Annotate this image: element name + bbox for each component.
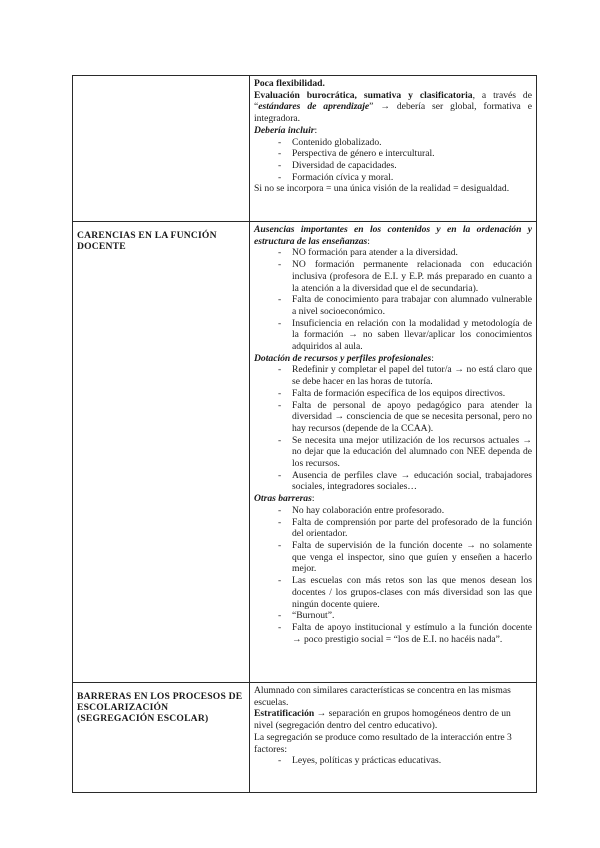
interaction-paragraph: La segregación se produce como resultado de la interacción entre 3 factores: <box>254 731 512 755</box>
content-table <box>72 75 537 793</box>
evaluation-bold: Evaluación burocrática, sumativa y clasificatoria <box>254 89 473 101</box>
section-title-text: Otras barreras <box>254 493 312 505</box>
list-item: - Insuficiencia en relación con la modalidad y metodología de la formación → no saben llevar/aplicar los conocimientos adquiridos al aula. <box>278 318 532 353</box>
list-item: - No hay colaboración entre profesorado. <box>278 505 532 517</box>
list-item: - Se necesita una mejor utilización de los recursos actuales → no dejar que la educación del alumnado con NEE dependa de los recursos. <box>278 435 532 470</box>
row-content <box>250 76 537 222</box>
section-title <box>254 353 532 365</box>
section-title <box>254 224 532 247</box>
section-title <box>254 493 532 505</box>
evaluation-standards: estándares de aprendizaje <box>258 101 370 113</box>
list-item: - Diversidad de capacidades. <box>278 160 532 172</box>
section-title-text: Dotación de recursos y perfiles profesionales <box>254 352 432 364</box>
colon: : <box>367 235 370 247</box>
section-list <box>254 247 532 352</box>
intro-paragraph: Alumnado con similares características se concentra en las mismas escuelas. <box>254 685 511 708</box>
row-content <box>250 222 537 683</box>
section-list <box>254 505 532 645</box>
list-item: - Falta de conocimiento para trabajar con alumnado vulnerable a nivel socioeconómico. <box>278 294 532 317</box>
list-item: - Leyes, políticas y prácticas educativas. <box>278 755 532 767</box>
colon: : <box>431 352 434 364</box>
list-item: - Falta de apoyo institucional y estímulo a la función docente → poco prestigio social = “los de E.I. no hacéis nada”. <box>278 622 532 645</box>
list-item: - Formación cívica y moral. <box>278 172 532 184</box>
list-item: - NO formación para atender a la diversidad. <box>278 247 532 259</box>
stratification-paragraph <box>254 708 532 731</box>
table-row <box>73 683 537 793</box>
factors-list <box>254 755 532 767</box>
list-item: - “Burnout”. <box>278 610 532 622</box>
list-item: - Contenido globalizado. <box>278 137 532 149</box>
stratification-text: → separación en grupos homogéneos dentro de un nivel (segregación dentro del centro educativo). <box>254 708 511 732</box>
row-label-empty <box>73 76 250 222</box>
table-row <box>73 76 537 222</box>
evaluation-paragraph <box>254 90 532 125</box>
section-title-text: Ausencias importantes en los contenidos y en la ordenación y estructura de las enseñanzas <box>254 224 532 247</box>
colon: : <box>314 124 318 136</box>
list-item: - Perspectiva de género e intercultural. <box>278 148 532 160</box>
table-row <box>73 222 537 683</box>
should-include-heading <box>254 125 532 137</box>
list-item: - Redefinir y completar el papel del tutor/a → no está claro que se debe hacer en las horas de tutoría. <box>278 364 532 387</box>
flexibility-heading: Poca flexibilidad. <box>254 78 325 89</box>
stratification-bold: Estratificación <box>254 708 315 720</box>
list-item: - Falta de supervisión de la función docente → no solamente que venga el inspector, sino que guíen y enseñen a hacerlo mejor. <box>278 540 532 575</box>
should-include-label: Debería incluir <box>254 124 315 136</box>
list-item: - Falta de personal de apoyo pedagógico para atender la diversidad → consciencia de que se necesita personal, pero no hay recursos (depende de la CCAA). <box>278 400 532 435</box>
include-list <box>254 137 532 184</box>
list-item: - Falta de comprensión por parte del profesorado de la función del orientador. <box>278 517 532 540</box>
closing-paragraph: Si no se incorpora = una única visión de la realidad = desigualdad. <box>254 183 510 195</box>
row-content <box>250 683 537 793</box>
row-label: BARRERAS EN LOS PROCESOS DE ESCOLARIZACIÓN (SEGREGACIÓN ESCOLAR) <box>73 683 250 793</box>
row-label: CARENCIAS EN LA FUNCIÓN DOCENTE <box>73 222 250 683</box>
evaluation-tail: ” → debería ser global, formativa e integradora. <box>254 101 532 125</box>
list-item: - Falta de formación específica de los equipos directivos. <box>278 388 532 400</box>
list-item: - Las escuelas con más retos son las que menos desean los docentes / los grupos-clases con más diversidad son las que ningún docente quiere. <box>278 575 532 610</box>
evaluation-text: , a través de “ <box>254 89 532 113</box>
section-list <box>254 364 532 493</box>
list-item: - NO formación permanente relacionada con educación inclusiva (profesora de E.I. y E.P. más preparado en cuanto a la atención a la diversidad que el de secundaria). <box>278 259 532 294</box>
list-item: - Ausencia de perfiles clave → educación social, trabajadores sociales, integradores sociales… <box>278 470 532 493</box>
colon: : <box>311 493 315 505</box>
